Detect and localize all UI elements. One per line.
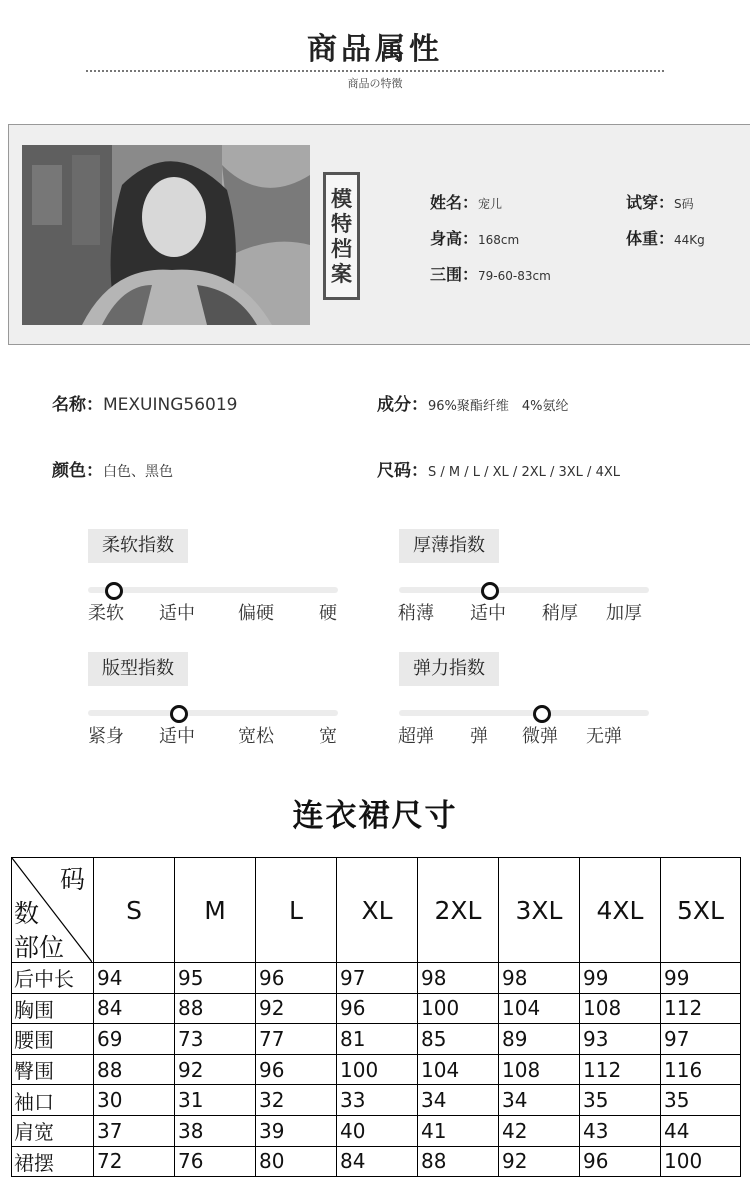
corner-label-part: 部位 [14, 933, 65, 962]
table-cell: 39 [256, 1115, 337, 1146]
table-cell: 35 [580, 1085, 661, 1116]
product-color: 颜色：白色、黑色 [52, 461, 173, 481]
table-row [12, 963, 741, 994]
fit-label-0: 紧身 [88, 726, 124, 747]
table-cell: 32 [256, 1085, 337, 1116]
softness-label-0: 柔软 [88, 603, 124, 624]
table-cell: 88 [175, 993, 256, 1024]
table-cell: 34 [418, 1085, 499, 1116]
table-cell: 92 [256, 993, 337, 1024]
table-cell: 97 [661, 1024, 741, 1055]
table-cell: 88 [94, 1054, 175, 1085]
table-row [12, 1146, 741, 1177]
size-header-l: L [256, 858, 337, 963]
table-cell: 44 [661, 1115, 741, 1146]
title-divider [86, 70, 664, 72]
softness-index-title: 柔软指数 [88, 529, 188, 563]
table-cell: 99 [580, 963, 661, 994]
table-cell: 35 [661, 1085, 741, 1116]
elasticity-index-knob [533, 705, 551, 723]
row-label: 胸围 [12, 993, 94, 1024]
softness-index-track [88, 587, 338, 593]
softness-label-2: 偏硬 [238, 603, 274, 624]
elasticity-index-track [399, 710, 649, 716]
row-label: 腰围 [12, 1024, 94, 1055]
elasticity-label-3: 无弹 [586, 726, 622, 747]
table-cell: 81 [337, 1024, 418, 1055]
size-header-5xl: 5XL [661, 858, 741, 963]
table-row [12, 993, 741, 1024]
table-cell: 104 [499, 993, 580, 1024]
row-label: 袖口 [12, 1085, 94, 1116]
table-cell: 33 [337, 1085, 418, 1116]
fit-label-1: 适中 [159, 726, 195, 747]
table-cell: 43 [580, 1115, 661, 1146]
table-cell: 40 [337, 1115, 418, 1146]
table-cell: 89 [499, 1024, 580, 1055]
model-height: 身高：168cm [430, 229, 520, 248]
elasticity-label-1: 弹 [470, 726, 488, 747]
table-cell: 85 [418, 1024, 499, 1055]
thickness-index-title: 厚薄指数 [399, 529, 499, 563]
row-label: 肩宽 [12, 1115, 94, 1146]
table-cell: 96 [256, 963, 337, 994]
page-subtitle: 商品の特徴 [347, 77, 403, 90]
table-cell: 100 [337, 1054, 418, 1085]
table-cell: 69 [94, 1024, 175, 1055]
size-header-row [12, 858, 741, 963]
table-cell: 73 [175, 1024, 256, 1055]
table-cell: 38 [175, 1115, 256, 1146]
corner-label-size: 码 [59, 865, 85, 894]
thickness-label-1: 适中 [470, 603, 506, 624]
corner-label-number: 数 [14, 899, 40, 928]
table-cell: 104 [418, 1054, 499, 1085]
table-cell: 100 [661, 1146, 741, 1177]
table-cell: 94 [94, 963, 175, 994]
table-cell: 41 [418, 1115, 499, 1146]
product-material: 成分：96%聚酯纤维 4%氨纶 [377, 395, 569, 415]
product-sizes: 尺码：S / M / L / XL / 2XL / 3XL / 4XL [377, 461, 620, 481]
table-cell: 112 [661, 993, 741, 1024]
fit-index-track [88, 710, 338, 716]
table-cell: 96 [337, 993, 418, 1024]
table-cell: 30 [94, 1085, 175, 1116]
table-cell: 96 [580, 1146, 661, 1177]
table-row [12, 1085, 741, 1116]
table-cell: 77 [256, 1024, 337, 1055]
table-cell: 98 [499, 963, 580, 994]
table-cell: 34 [499, 1085, 580, 1116]
size-header-2xl: 2XL [418, 858, 499, 963]
size-header-m: M [175, 858, 256, 963]
size-header-s: S [94, 858, 175, 963]
product-name: 名称：MEXUING56019 [52, 395, 238, 415]
table-cell: 42 [499, 1115, 580, 1146]
table-cell: 31 [175, 1085, 256, 1116]
table-cell: 92 [175, 1054, 256, 1085]
row-label: 裙摆 [12, 1146, 94, 1177]
table-cell: 100 [418, 993, 499, 1024]
table-cell: 97 [337, 963, 418, 994]
table-row [12, 1024, 741, 1055]
elasticity-label-0: 超弹 [398, 726, 434, 747]
table-cell: 93 [580, 1024, 661, 1055]
model-tryon-size: 试穿：S码 [626, 193, 694, 212]
model-measurements: 三围：79-60-83cm [430, 265, 551, 284]
fit-label-2: 宽松 [238, 726, 274, 747]
size-chart-table [11, 857, 741, 1177]
table-cell: 92 [499, 1146, 580, 1177]
row-label: 臀围 [12, 1054, 94, 1085]
thickness-label-0: 稍薄 [398, 603, 434, 624]
table-cell: 88 [418, 1146, 499, 1177]
table-cell: 99 [661, 963, 741, 994]
size-table-corner [12, 858, 94, 963]
size-chart-title: 连衣裙尺寸 [292, 798, 458, 834]
table-row [12, 1054, 741, 1085]
size-header-xl: XL [337, 858, 418, 963]
thickness-label-2: 稍厚 [542, 603, 578, 624]
row-label: 后中长 [12, 963, 94, 994]
table-cell: 37 [94, 1115, 175, 1146]
thickness-index-knob [481, 582, 499, 600]
table-cell: 108 [499, 1054, 580, 1085]
table-cell: 80 [256, 1146, 337, 1177]
softness-label-3: 硬 [319, 603, 337, 624]
table-cell: 108 [580, 993, 661, 1024]
model-name: 姓名：宠儿 [430, 193, 503, 212]
model-weight: 体重：44Kg [626, 229, 705, 248]
fit-index-title: 版型指数 [88, 652, 188, 686]
size-header-3xl: 3XL [499, 858, 580, 963]
page-title: 商品属性 [307, 32, 443, 67]
table-cell: 72 [94, 1146, 175, 1177]
model-profile-badge: 模特档案 [323, 172, 360, 300]
table-cell: 112 [580, 1054, 661, 1085]
size-header-4xl: 4XL [580, 858, 661, 963]
table-cell: 116 [661, 1054, 741, 1085]
table-row [12, 1115, 741, 1146]
thickness-label-3: 加厚 [606, 603, 642, 624]
elasticity-label-2: 微弹 [522, 726, 558, 747]
elasticity-index-title: 弹力指数 [399, 652, 499, 686]
thickness-index-track [399, 587, 649, 593]
table-cell: 84 [337, 1146, 418, 1177]
softness-label-1: 适中 [159, 603, 195, 624]
fit-label-3: 宽 [319, 726, 337, 747]
softness-index-knob [105, 582, 123, 600]
model-photo [22, 145, 310, 325]
table-cell: 84 [94, 993, 175, 1024]
table-cell: 98 [418, 963, 499, 994]
table-cell: 95 [175, 963, 256, 994]
fit-index-knob [170, 705, 188, 723]
table-cell: 76 [175, 1146, 256, 1177]
table-cell: 96 [256, 1054, 337, 1085]
